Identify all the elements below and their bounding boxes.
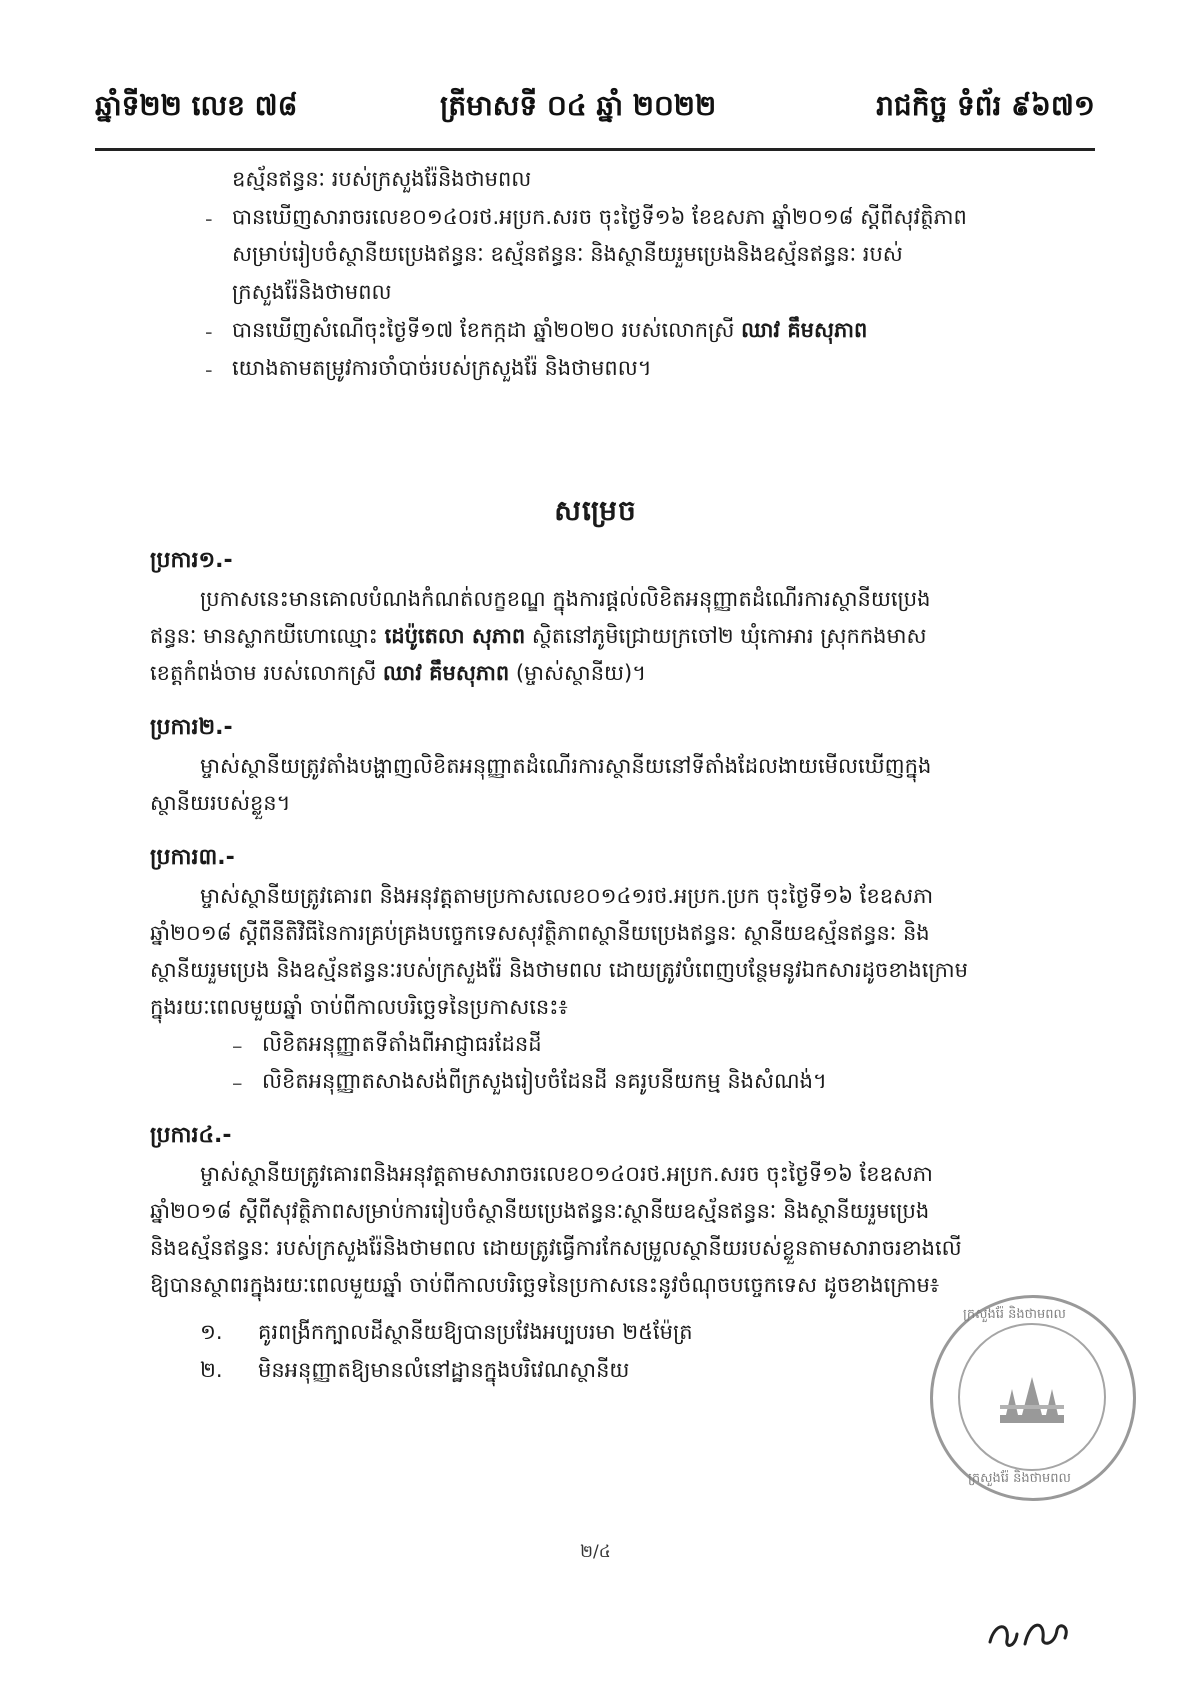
header-quarter: ត្រីមាសទី ០៤ ឆ្នាំ ២០២២ (440, 89, 717, 122)
owner-name: ឈាវ គឹមសុភាព (382, 661, 510, 685)
requester-name: ឈាវ គឹមសុភាព (741, 318, 868, 342)
article-line: ម្ចាស់ស្ថានីយត្រូវតាំងបង្ហាញលិខិតអនុញ្ញាតដំណើរការស្ថានីយនៅទីតាំងដែលងាយមើលឃើញក្នុង (200, 754, 932, 778)
article-line (150, 622, 927, 650)
numbered-item-number: ១. (200, 1320, 223, 1344)
requirement-item: លិខិតអនុញ្ញាតទីតាំងពីអាជ្ញាធរដែនដី (262, 1032, 542, 1056)
article-line: ម្ចាស់ស្ថានីយត្រូវគោរព និងអនុវត្តតាមប្រកាសលេខ០១៤១រថ.អប្រក.ប្រក ចុះថ្ងៃទី១៦ ខែឧសភា (200, 884, 934, 908)
seal-top-text: ក្រសួងរ៉ែ និងថាមពល (963, 1307, 1066, 1322)
header-rule (95, 148, 1095, 151)
bullet-dash: – (232, 1071, 243, 1095)
numbered-item-text: គូរពង្រីកក្បាលដីស្ថានីយឱ្យបានប្រវែងអប្បបរមា ២៥ម៉ែត្រ (258, 1320, 693, 1344)
signature-initials (985, 1612, 1085, 1652)
station-brand: ដេប៉ូតេលា សុភាព (384, 624, 526, 648)
preamble-line: យោងតាមតម្រូវការចាំបាច់របស់ក្រសួងរ៉ែ និងថាមពល។ (232, 356, 652, 380)
article-heading: ប្រការ៣.- (150, 845, 235, 870)
bullet-dash: - (205, 207, 213, 231)
article-line: ស្ថានីយរួមប្រេង និងឧស្ម័នឥន្ធនៈរបស់ក្រសួងរ៉ែ និងថាមពល ដោយត្រូវបំពេញបន្ថែមនូវឯកសារដូចខាងក្រោម (150, 958, 968, 982)
header-issue: ឆ្នាំទី២២ លេខ ៧៨ (95, 89, 298, 122)
preamble-line: សម្រាប់រៀបចំស្ថានីយប្រេងឥន្ធនៈ ឧស្ម័នឥន្ធនៈ និងស្ថានីយរួមប្រេងនិងឧស្ម័នឥន្ធនៈ របស់ (232, 242, 903, 266)
article-text: ខេត្តកំពង់ចាម របស់លោកស្រី (150, 661, 377, 685)
ministry-seal (930, 1295, 1136, 1501)
article-line: ប្រកាសនេះមានគោលបំណងកំណត់លក្ខខណ្ឌ ក្នុងការផ្តល់លិខិតអនុញ្ញាតដំណើរការស្ថានីយប្រេង (200, 587, 931, 611)
seal-bottom-text: ក្រសួងរ៉ែ និងថាមពល (968, 1471, 1071, 1486)
bullet-dash: - (205, 320, 213, 344)
article-line: ស្ថានីយរបស់ខ្លួន។ (150, 791, 291, 815)
numbered-item-number: ២. (200, 1358, 223, 1382)
preamble-line (232, 316, 867, 344)
bullet-dash: – (232, 1034, 243, 1058)
angkor-temple-icon (1000, 1375, 1064, 1423)
preamble-text: បានឃើញសំណើចុះថ្ងៃទី១៧ ខែកក្កដា ឆ្នាំ២០២០ របស់លោកស្រី (232, 318, 735, 342)
station-location: ស្ថិតនៅភូមិជ្រោយក្រចៅ២ ឃុំកោអារ ស្រុកកងមាស (531, 624, 927, 648)
preamble-line: ឧស្ម័នឥន្ធនៈ របស់ក្រសួងរ៉ែនិងថាមពល (232, 167, 532, 191)
page-number: ២/៤ (580, 1542, 611, 1562)
article-heading: ប្រការ៤.- (150, 1123, 232, 1148)
article-line: ម្ចាស់ស្ថានីយត្រូវគោរពនិងអនុវត្តតាមសារាចរលេខ០១៤០រថ.អប្រក.សរច ចុះថ្ងៃទី១៦ ខែឧសភា (200, 1162, 933, 1186)
numbered-item-text: មិនអនុញ្ញាតឱ្យមានលំនៅដ្ឋានក្នុងបរិវេណស្ថានីយ (258, 1358, 630, 1382)
article-line (150, 659, 646, 687)
article-line: ឆ្នាំ២០១៨ ស្តីពីសុវត្ថិភាពសម្រាប់ការរៀបចំស្ថានីយប្រេងឥន្ធនៈស្ថានីយឧស្ម័នឥន្ធនៈ និងស្ថានីយរួមប្រេង (150, 1199, 930, 1223)
gazette-header (95, 88, 1095, 138)
article-line: និងឧស្ម័នឥន្ធនៈ របស់ក្រសួងរ៉ែនិងថាមពល ដោយត្រូវធ្វើការកែសម្រួលស្ថានីយរបស់ខ្លួនតាមសារាចរខាងលើ (150, 1236, 962, 1260)
article-heading: ប្រការ១.- (150, 548, 233, 573)
article-line: ក្នុងរយៈពេលមួយឆ្នាំ ចាប់ពីកាលបរិច្ឆេទនៃប្រកាសនេះ៖ (150, 995, 568, 1019)
header-page: រាជកិច្ច ទំព័រ ៩៦៧១ (876, 89, 1095, 122)
article-text: ឥន្ធនៈ មានស្លាកយីហោឈ្មោះ (150, 624, 378, 648)
preamble-line: បានឃើញសារាចរលេខ០១៤០រថ.អប្រក.សរច ចុះថ្ងៃទី១៦ ខែឧសភា ឆ្នាំ២០១៨ ស្តីពីសុវត្ថិភាព (232, 205, 967, 229)
requirement-item: លិខិតអនុញ្ញាតសាងសង់ពីក្រសួងរៀបចំដែនដី នគរូបនីយកម្ម និងសំណង់។ (262, 1069, 827, 1093)
article-line: ឆ្នាំ២០១៨ ស្តីពីនីតិវិធីនៃការគ្រប់គ្រងបច្ចេកទេសសុវត្ថិភាពស្ថានីយប្រេងឥន្ធនៈ ស្ថានីយឧស្ម័នឥន្ធនៈ និង (150, 921, 930, 945)
decision-title: សម្រេច (554, 494, 637, 527)
seal-inner-ring (958, 1323, 1106, 1471)
bullet-dash: - (205, 358, 213, 382)
article-heading: ប្រការ២.- (150, 715, 233, 740)
owner-suffix: (ម្ចាស់ស្ថានីយ)។ (515, 661, 647, 685)
article-line: ឱ្យបានស្ថាពរក្នុងរយៈពេលមួយឆ្នាំ ចាប់ពីកាលបរិច្ឆេទនៃប្រកាសនេះនូវចំណុចបច្ចេកទេស ដូចខាងក្រោម៖ (150, 1273, 940, 1297)
preamble-line: ក្រសួងរ៉ែនិងថាមពល (232, 280, 392, 304)
